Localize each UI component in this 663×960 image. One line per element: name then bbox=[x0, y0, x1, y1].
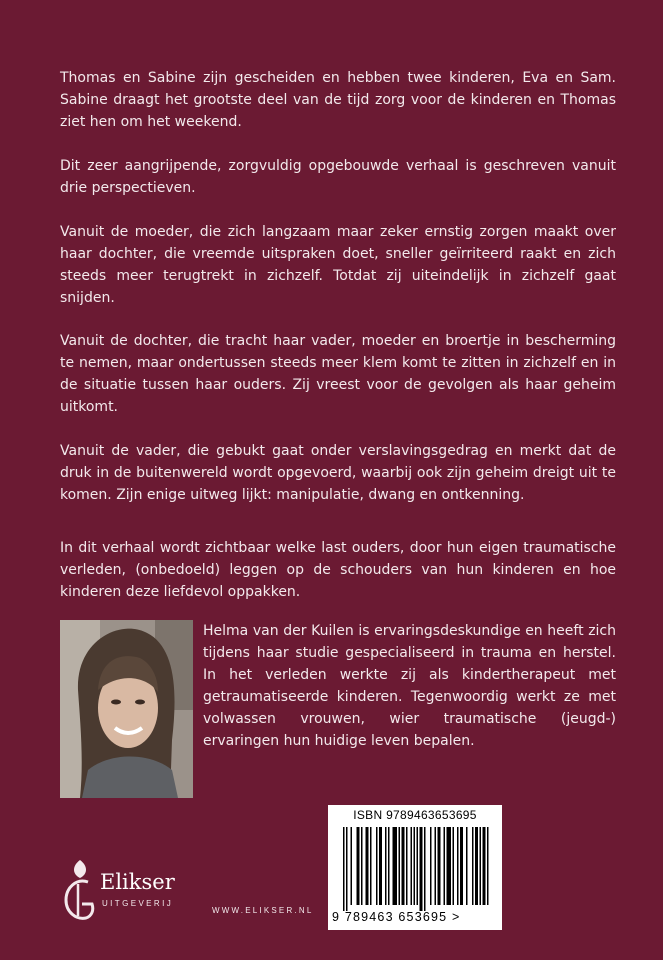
blurb-paragraph: Vanuit de dochter, die tracht haar vader, moeder en broertje in bescherming te nemen, maar ondertussen steeds meer klem komt te zitten in zichzelf en in de situatie tussen haar ouders. Zij vreest voor de gevolgen als haar geheim uitkomt. bbox=[60, 333, 616, 415]
blurb-paragraph: Vanuit de vader, die gebukt gaat onder verslavingsgedrag en merkt dat de druk in de buitenwereld wordt opgevoerd, waarbij ook zijn geheim dreigt uit te komen. Zijn enige uitweg lijkt: manipulatie, dwang en ontkenning. bbox=[60, 443, 616, 503]
blurb-paragraph: Thomas en Sabine zijn gescheiden en hebben twee kinderen, Eva en Sam. Sabine draagt het grootste deel van de tijd zorg voor de kinderen en Thomas ziet hen om het weekend. bbox=[60, 70, 616, 130]
blurb-paragraph: Dit zeer aangrijpende, zorgvuldig opgebouwde verhaal is geschreven vanuit drie perspectieven. bbox=[60, 158, 616, 196]
publisher-subtitle: UITGEVERIJ bbox=[102, 899, 174, 908]
publisher-website: WWW.ELIKSER.NL bbox=[212, 906, 314, 915]
barcode-bars bbox=[335, 827, 495, 911]
publisher-emblem-icon bbox=[58, 856, 102, 926]
isbn-barcode bbox=[328, 805, 502, 930]
publisher-name: Elikser bbox=[100, 870, 175, 894]
isbn-label: ISBN 9789463653695 bbox=[353, 808, 477, 822]
publisher-logo bbox=[58, 856, 208, 926]
barcode-digits: 9 789463 653695 > bbox=[332, 910, 461, 924]
author-photo bbox=[60, 620, 193, 798]
blurb-paragraph: In dit verhaal wordt zichtbaar welke last ouders, door hun eigen traumatische verleden, (onbedoeld) leggen op de schouders van hun kinderen en hoe kinderen deze liefdevol oppakken. bbox=[60, 540, 616, 600]
blurb-paragraph: Vanuit de moeder, die zich langzaam maar zeker ernstig zorgen maakt over haar dochter, die vreemde uitspraken doet, sneller geïrriteerd raakt en zich steeds meer terugtrekt in zichzelf. Totdat zij uiteindelijk in zichzelf gaat snijden. bbox=[60, 224, 616, 306]
author-bio: Helma van der Kuilen is ervaringsdeskundige en heeft zich tijdens haar studie gespecialiseerd in trauma en herstel. In het verleden werkte zij als kindertherapeut met getraumatiseerde kinderen. Tegenwoordig werkt ze met volwassen vrouwen, wier traumatische (jeugd-) ervaringen hun huidige leven bepalen. bbox=[203, 623, 616, 749]
